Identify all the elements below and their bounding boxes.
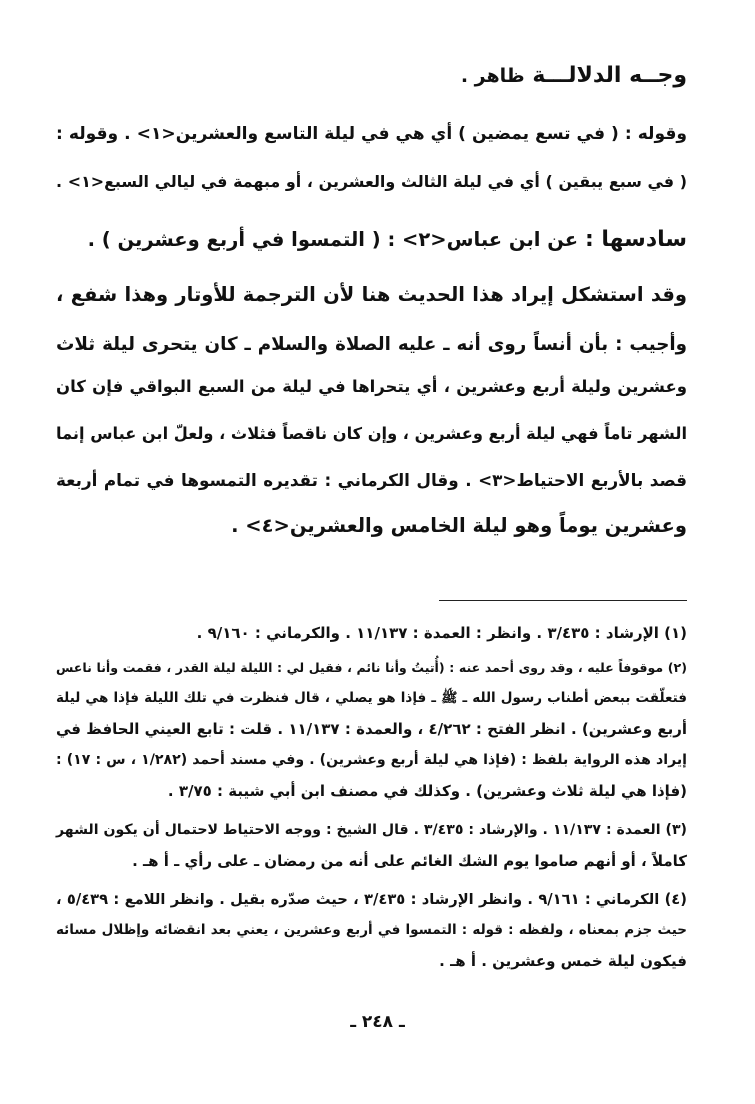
footnote-2-line-2: فتعلّقت ببعض أطناب رسول الله ـ ﷺ ـ فإذا هو يصلي ، قال فنظرت في تلك الليلة فإذا هي ليلة bbox=[56, 690, 687, 706]
footnote-2-line-3: أربع وعشرين) . انظر الفتح : ٤/٢٦٢ ، والعمدة : ١١/١٣٧ . قلت : تابع العيني الحافظ في bbox=[56, 720, 687, 738]
footnote-4-line-1: (٤) الكرماني : ٩/١٦١ . وانظر الإرشاد : ٣/٤٣٥ ، حيث صدّره بقيل . وانظر اللامع : ٥/٤٣٩ ، bbox=[56, 891, 687, 908]
footnote-3-line-1: (٣) العمدة : ١١/١٣٧ . والإرشاد : ٣/٤٣٥ . قال الشيخ : ووجه الاحتياط لاحتمال أن يكون الشهر bbox=[56, 822, 687, 838]
paragraph-3-line-1: وقد استشكل إيراد هذا الحديث هنا لأن الترجمة للأوتار وهذا شفع ، bbox=[56, 283, 687, 306]
sixth-text: عن ابن عباس<٢> : ( التمسوا في أربع وعشرين ) . bbox=[87, 228, 579, 251]
paragraph-3-line-4: الشهر تاماً فهي ليلة أربع وعشرين ، وإن كان ناقصاً فثلاث ، ولعلّ ابن عباس إنما bbox=[56, 424, 687, 443]
footnote-separator bbox=[439, 600, 687, 601]
paragraph-1-line-1: وقوله : ( في تسع يمضين ) أي هي في ليلة التاسع والعشرين<١> . وقوله : bbox=[56, 124, 688, 144]
footnote-4-line-3: فيكون ليلة خمس وعشرين . أ هـ . bbox=[439, 952, 687, 970]
heading-rest: ظاهر . bbox=[460, 65, 525, 87]
paragraph-3-line-2: وأجيب : بأن أنساً روى أنه ـ عليه الصلاة والسلام ـ كان يتحرى ليلة ثلاث bbox=[56, 334, 687, 355]
sixth-narration bbox=[56, 216, 687, 264]
footnote-4-line-2: حيث جزم بمعناه ، ولفظه : قوله : التمسوا في أربع وعشرين ، يعني بعد انقضائه وإظلال مسائه bbox=[56, 922, 687, 938]
paragraph-3-line-3: وعشرين وليلة أربع وعشرين ، أي يتحراها في ليلة من السبع البواقي فإن كان bbox=[56, 377, 687, 396]
heading-line bbox=[56, 56, 687, 96]
sixth-label: سادسها : bbox=[584, 227, 687, 252]
footnote-2-line-1: (٢) موقوفاً عليه ، وقد روى أحمد عنه : (أُتيتُ وأنا نائم ، فقيل لي : الليلة ليلة القدر ، فقمت وأنا ناعس bbox=[56, 660, 687, 675]
paragraph-1-line-2: ( في سبع يبقين ) أي في ليلة الثالث والعشرين ، أو مبهمة في ليالي السبع<١> . bbox=[56, 172, 687, 191]
footnote-1: (١) الإرشاد : ٣/٤٣٥ . وانظر : العمدة : ١١/١٣٧ . والكرماني : ٩/١٦٠ . bbox=[196, 624, 687, 642]
footnote-2-line-5: (فإذا هي ليلة ثلاث وعشرين) . وكذلك في مصنف ابن أبي شيبة : ٣/٧٥ . bbox=[167, 782, 687, 800]
footnote-2-line-4: إيراد هذه الرواية بلفظ : (فإذا هي ليلة أربع وعشرين) . وفي مسند أحمد (١/٢٨٢ ، س : ١٧) : bbox=[56, 752, 687, 768]
paragraph-3-line-6: وعشرين يوماً وهو ليلة الخامس والعشرين<٤> . bbox=[231, 514, 687, 537]
paragraph-3-line-5: قصد بالأربع الاحتياط<٣> . وقال الكرماني : تقديره التمسوها في تمام أربعة bbox=[56, 470, 687, 490]
page-number: ـ ٢٤٨ ـ bbox=[350, 1012, 405, 1032]
footnote-3-line-2: كاملاً ، أو أنهم صاموا يوم الشك الغائم على أنه من رمضان ـ على رأي ـ أ هـ . bbox=[132, 852, 687, 870]
heading-label: وجــه الدلالـــة bbox=[532, 63, 687, 88]
